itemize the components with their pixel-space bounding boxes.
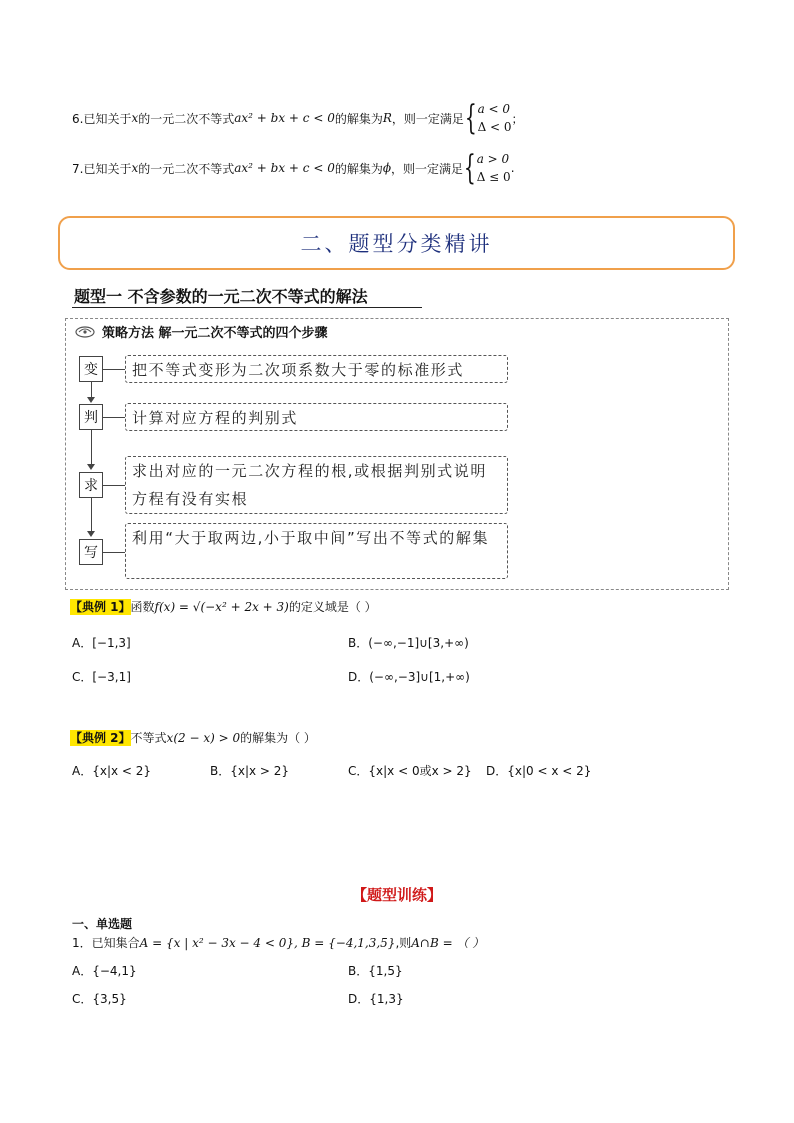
- p6-condition-system: [464, 100, 512, 136]
- p7-set: ϕ: [382, 161, 392, 175]
- p6-prefix: 6.已知关于: [72, 111, 132, 126]
- step-box-discriminant: 判: [79, 404, 103, 430]
- q1-option-a[interactable]: A．{−4,1}: [72, 964, 137, 978]
- example-1-after: 的定义域是（ ）: [288, 600, 377, 614]
- p7-condition-system: [463, 150, 511, 186]
- arrow-down-icon: [87, 464, 95, 470]
- example-2-option-d[interactable]: D．{x|0 < x < 2}: [486, 764, 592, 778]
- type-title-underline: [72, 307, 422, 308]
- p7-cond2: Δ ≤ 0: [476, 170, 511, 184]
- p6-var: x: [131, 111, 139, 125]
- p6-end: ；: [511, 111, 524, 126]
- example-1-stem: [70, 598, 377, 615]
- step-connector: [103, 552, 125, 553]
- step-box-write: 写: [79, 539, 103, 565]
- example-2-option-c[interactable]: C．{x|x < 0或x > 2}: [348, 764, 472, 778]
- example-2-tag: 【典例 2】: [70, 731, 131, 745]
- p6-cond2: Δ < 0: [477, 120, 512, 134]
- q1-option-b[interactable]: B．{1,5}: [348, 964, 403, 978]
- q1-option-c[interactable]: C．{3,5}: [72, 992, 127, 1006]
- section-title: 二、题型分类精讲: [300, 232, 493, 256]
- example-1-option-a[interactable]: A．[−1,3]: [72, 636, 131, 650]
- step-desc-discriminant: 计算对应方程的判别式: [125, 403, 508, 431]
- example-1-tag: 【典例 1】: [70, 600, 131, 614]
- q1-formula: A = {x | x² − 3x − 4 < 0}, B = {−4,1,3,5}: [139, 936, 396, 950]
- example-1-option-c[interactable]: C．[−3,1]: [72, 670, 131, 684]
- example-2-option-a[interactable]: A．{x|x < 2}: [72, 764, 152, 778]
- example-2-after: 的解集为（ ）: [240, 731, 316, 745]
- section-header-box: [58, 216, 735, 270]
- training-section: 一、单选题: [72, 917, 133, 931]
- strategy-heading-text: 策略方法 解一元二次不等式的四个步骤: [102, 326, 328, 341]
- q1-option-d[interactable]: D．{1,3}: [348, 992, 404, 1006]
- flow-connector: [91, 430, 92, 466]
- p7-end: .: [510, 161, 515, 175]
- type-title: 题型一 不含参数的一元二次不等式的解法: [74, 287, 368, 306]
- arrow-down-icon: [87, 397, 95, 403]
- p7-cond1: a > 0: [476, 152, 510, 166]
- example-2-text: 不等式: [130, 731, 167, 745]
- p6-cond1: a < 0: [477, 102, 511, 116]
- proposition-7: [72, 150, 515, 186]
- p6-set: R: [382, 111, 392, 125]
- step-box-roots: 求: [79, 472, 103, 498]
- p7-tail: ，则一定满足: [391, 161, 464, 176]
- p6-inequality: ax² + bx + c < 0: [234, 111, 335, 125]
- p7-inequality: ax² + bx + c < 0: [234, 161, 335, 175]
- q1-text: 1．已知集合: [72, 936, 140, 950]
- step-desc-transform: 把不等式变形为二次项系数大于零的标准形式: [125, 355, 508, 383]
- proposition-6: [72, 100, 524, 136]
- example-1-option-b[interactable]: B．(−∞,−1]∪[3,+∞): [348, 636, 469, 650]
- p7-mid: 的一元二次不等式: [138, 161, 235, 176]
- example-1-option-d[interactable]: D．(−∞,−3]∪[1,+∞): [348, 670, 470, 684]
- p7-var: x: [131, 161, 139, 175]
- brace-icon: {: [463, 148, 476, 188]
- step-desc-write: 利用“大于取两边,小于取中间”写出不等式的解集: [125, 523, 508, 579]
- strategy-hand-icon: [74, 325, 96, 339]
- example-2-formula: x(2 − x) > 0: [166, 731, 241, 745]
- strategy-heading: [74, 322, 328, 341]
- step-connector: [103, 485, 125, 486]
- p7-prefix: 7.已知关于: [72, 161, 132, 176]
- p6-suffix: 的解集为: [334, 111, 383, 126]
- flow-connector: [91, 497, 92, 533]
- training-q1-stem: [72, 934, 484, 951]
- example-2-stem: [70, 729, 316, 746]
- step-connector: [103, 417, 125, 418]
- arrow-down-icon: [87, 531, 95, 537]
- example-2-option-b[interactable]: B．{x|x > 2}: [210, 764, 290, 778]
- step-desc-roots: 求出对应的一元二次方程的根,或根据判别式说明方程有没有实根: [125, 456, 508, 514]
- p6-tail: ，则一定满足: [391, 111, 464, 126]
- step-box-transform: 变: [79, 356, 103, 382]
- example-1-text: 函数: [130, 600, 155, 614]
- p6-mid: 的一元二次不等式: [138, 111, 235, 126]
- example-1-formula: f(x) = √(−x² + 2x + 3): [154, 600, 289, 614]
- p7-suffix: 的解集为: [334, 161, 383, 176]
- q1-formula2: A∩B = （ ）: [411, 936, 485, 950]
- q1-after: ,则: [395, 936, 412, 950]
- brace-icon: {: [464, 98, 477, 138]
- step-connector: [103, 369, 125, 370]
- training-title: 【题型训练】: [351, 886, 442, 904]
